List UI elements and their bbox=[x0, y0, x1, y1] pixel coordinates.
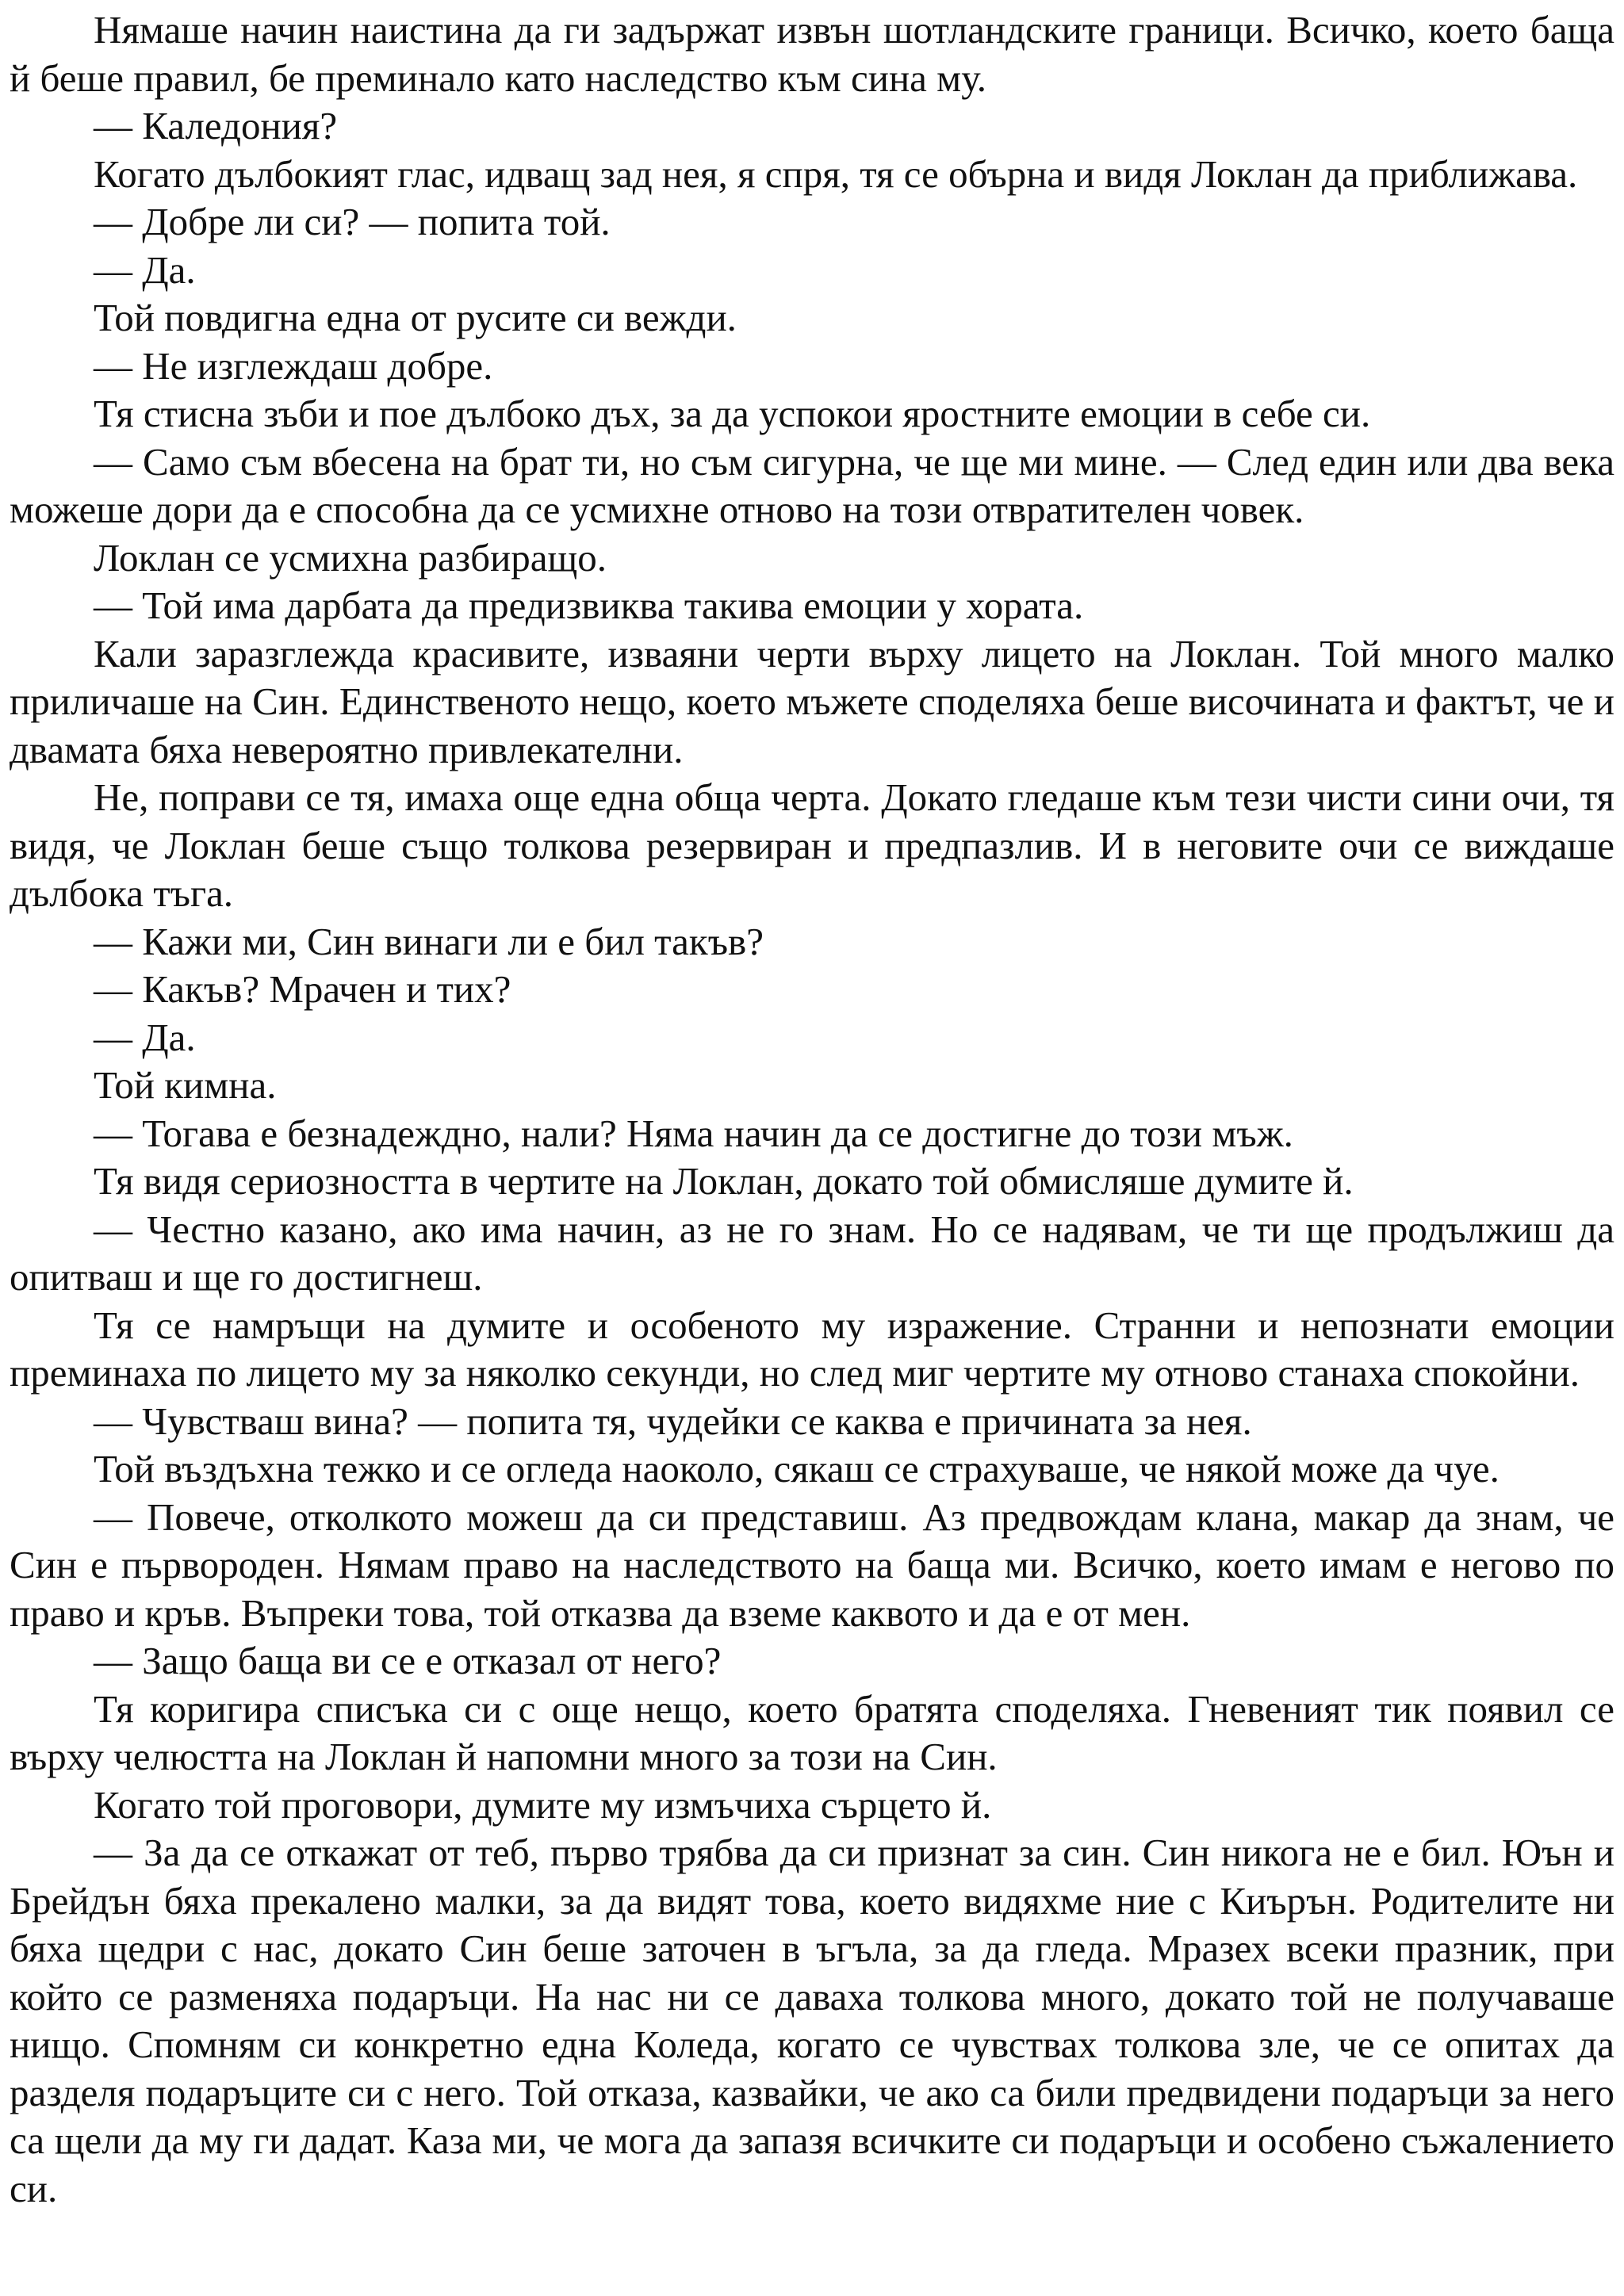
paragraph: — Само съм вбесена на брат ти, но съм сигурна, че ще ми мине. — След един или два века можеше дори да е способна да се усмихне отново на този отвратителен човек. bbox=[10, 439, 1614, 531]
paragraph: Когато той проговори, думите му измъчиха сърцето й. bbox=[94, 1782, 992, 1827]
paragraph: Той въздъхна тежко и се огледа наоколо, сякаш се страхуваше, че някой може да чуе. bbox=[94, 1447, 1500, 1490]
paragraph: Кали заразглежда красивите, изваяни черти върху лицето на Локлан. Той много малко приличаше на Син. Единственото нещо, което мъжете споделяха беше височината и фактът, че и двамата бяха невероятно привлекателни. bbox=[10, 631, 1614, 771]
paragraph: — Кажи ми, Син винаги ли е бил такъв? bbox=[94, 919, 764, 963]
paragraph: — Добре ли си? — попита той. bbox=[94, 200, 611, 243]
paragraph: — Какъв? Мрачен и тих? bbox=[94, 967, 511, 1011]
paragraph: — Честно казано, ако има начин, аз не го знам. Но се надявам, че ти ще продължиш да опитваш и ще го достигнеш. bbox=[10, 1207, 1614, 1299]
paragraph: — Не изглеждаш добре. bbox=[94, 343, 493, 388]
paragraph: — Каледония? bbox=[94, 104, 338, 147]
paragraph: — Тогава е безнадеждно, нали? Няма начин да се достигне до този мъж. bbox=[94, 1111, 1293, 1155]
paragraph: — За да се откажат от теб, първо трябва да си признат за син. Син никога не е бил. Юън и Брейдън бяха прекалено малки, за да видят това, което видяхме ние с Киърън. Родителите ни бяха щедри с нас, докато Син беше заточен в ъгъла, за да гледа. Мразех всеки празник, при който се разменяха подаръци. На нас ни се даваха толкова много, докато той не получаваше нищо. Спомням си конкретно една Коледа, когато се чувствах толкова зле, че се опитах да разделя подаръците си с него. Той отказа, казвайки, че ако са били предвидени подаръци за него са щели да му ги дадат. Каза ми, че мога да запазя всичките си подаръци и особено съжалението си. bbox=[10, 1831, 1614, 2210]
paragraph: Тя се намръщи на думите и особеното му изражение. Странни и непознати емоции преминаха по лицето му за няколко секунди, но след миг чертите му отново станаха спокойни. bbox=[10, 1303, 1614, 1395]
paragraph: — Чувстваш вина? — попита тя, чудейки се каква е причината за нея. bbox=[94, 1399, 1252, 1443]
paragraph: Той кимна. bbox=[94, 1063, 277, 1107]
paragraph: Тя коригира списъка си с още нещо, което братята споделяха. Гневеният тик появил се върху челюстта на Локлан й напомни много за този на Син. bbox=[10, 1686, 1614, 1778]
paragraph: Нямаше начин наистина да ги задържат извън шотландските граници. Всичко, което баща й беше правил, бе преминало като наследство към сина му. bbox=[10, 8, 1614, 100]
paragraph: Не, поправи се тя, имаха още една обща черта. Докато гледаше към тези чисти сини очи, тя видя, че Локлан беше също толкова резервиран и предпазлив. И в неговите очи се виждаше дълбока тъга. bbox=[10, 775, 1614, 915]
paragraph: Когато дълбокият глас, идващ зад нея, я спря, тя се обърна и видя Локлан да приближава. bbox=[94, 151, 1578, 196]
paragraph: — Да. bbox=[94, 1015, 196, 1059]
paragraph: Той повдигна една от русите си вежди. bbox=[94, 296, 737, 339]
paragraph: Локлан се усмихна разбиращо. bbox=[94, 535, 607, 580]
paragraph: — Повече, отколкото можеш да си представиш. Аз предвождам клана, макар да знам, че Син е първороден. Нямам право на наследството на баща ми. Всичко, което имам е негово по право и кръв. Въпреки това, той отказва да вземе каквото и да е от мен. bbox=[10, 1494, 1614, 1635]
paragraph: Тя видя сериозността в чертите на Локлан, докато той обмисляше думите й. bbox=[94, 1159, 1354, 1203]
paragraph: — Той има дарбата да предизвиква такива емоции у хората. bbox=[94, 584, 1084, 627]
paragraph: — Защо баща ви се е отказал от него? bbox=[94, 1639, 722, 1682]
paragraph: — Да. bbox=[94, 247, 196, 292]
paragraph: Тя стисна зъби и пое дълбоко дъх, за да успокои яростните емоции в себе си. bbox=[94, 392, 1371, 435]
